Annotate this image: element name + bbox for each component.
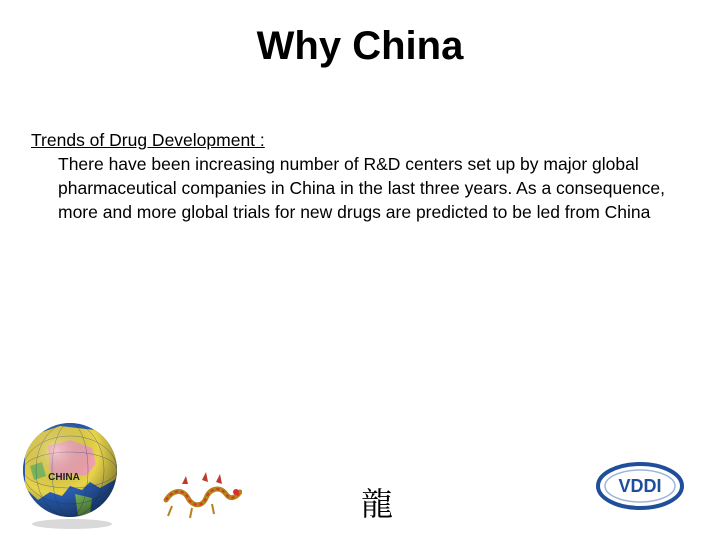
slide-content (31, 128, 691, 224)
globe-icon (20, 418, 120, 530)
body-paragraph: There have been increasing number of R&D centers set up by major global pharmaceutical companies in China in the last three years. As a consequence, more and more global trials for new drugs are predicted to be led from China (58, 154, 666, 222)
logo-text: VDDI (618, 476, 662, 496)
dragon-character: 龍 (361, 485, 394, 523)
slide-title: Why China (256, 24, 464, 68)
globe-label: CHINA (48, 472, 80, 483)
dragon-icon (162, 470, 242, 520)
vddi-logo (596, 456, 684, 516)
section-heading: Trends of Drug Development : (31, 130, 265, 150)
